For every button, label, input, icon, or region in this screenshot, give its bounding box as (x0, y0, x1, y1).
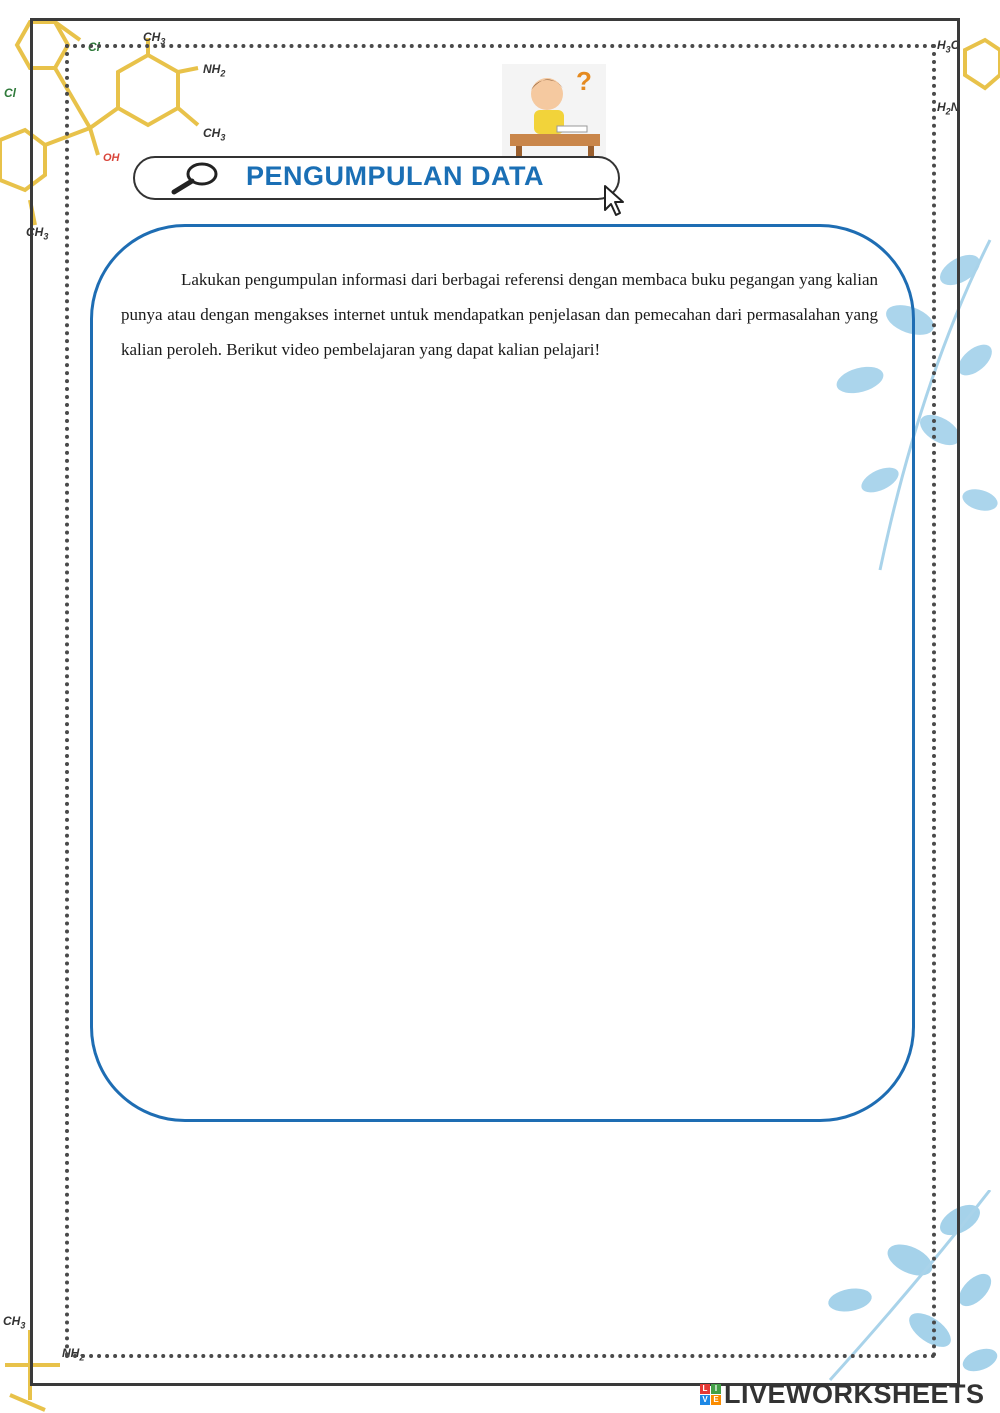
logo-brand-text: LIVEWORKSHEETS (724, 1378, 985, 1409)
logo-grid-icon (700, 1384, 721, 1405)
chem-label-cl-left: Cl (4, 86, 16, 100)
chem-label-h2n: $H_2N$ (937, 100, 960, 117)
magnifier-icon (168, 160, 224, 196)
chem-label-cl: Cl (88, 40, 100, 54)
logo-letter: L (700, 1384, 710, 1394)
logo-letter: V (700, 1395, 710, 1405)
chem-label-nh2: $NH_2$ (203, 62, 226, 79)
chem-label-nh2-bottom: $NH_2$ (62, 1346, 85, 1363)
logo-letter: I (711, 1384, 721, 1394)
chem-label-ch3: $CH_3$ (143, 30, 166, 47)
chem-label-ch3-left: $CH_3$ (26, 225, 49, 242)
instruction-paragraph: Lakukan pengumpulan informasi dari berbagai referensi dengan membaca buku pegangan yang kalian punya atau dengan mengakses internet untuk mendapatkan penjelasan dan pemecahan dari permasalahan yang kalian peroleh. Berikut video pembelajaran yang dapat kalian pelajari! (121, 270, 878, 359)
section-title: PENGUMPULAN DATA (246, 161, 544, 191)
svg-text:?: ? (576, 66, 592, 96)
cursor-icon (603, 184, 629, 218)
thinking-student-illustration (502, 64, 606, 158)
logo-letter: E (711, 1395, 721, 1405)
chem-label-ch3-mid: $CH_3$ (203, 126, 226, 143)
liveworksheets-logo[interactable] (700, 1378, 985, 1410)
chem-label-oh: OH (103, 152, 120, 164)
chem-label-h3c: $H_3C$ (937, 38, 960, 55)
chem-label-ch3-bottom: $CH_3$ (3, 1314, 26, 1331)
